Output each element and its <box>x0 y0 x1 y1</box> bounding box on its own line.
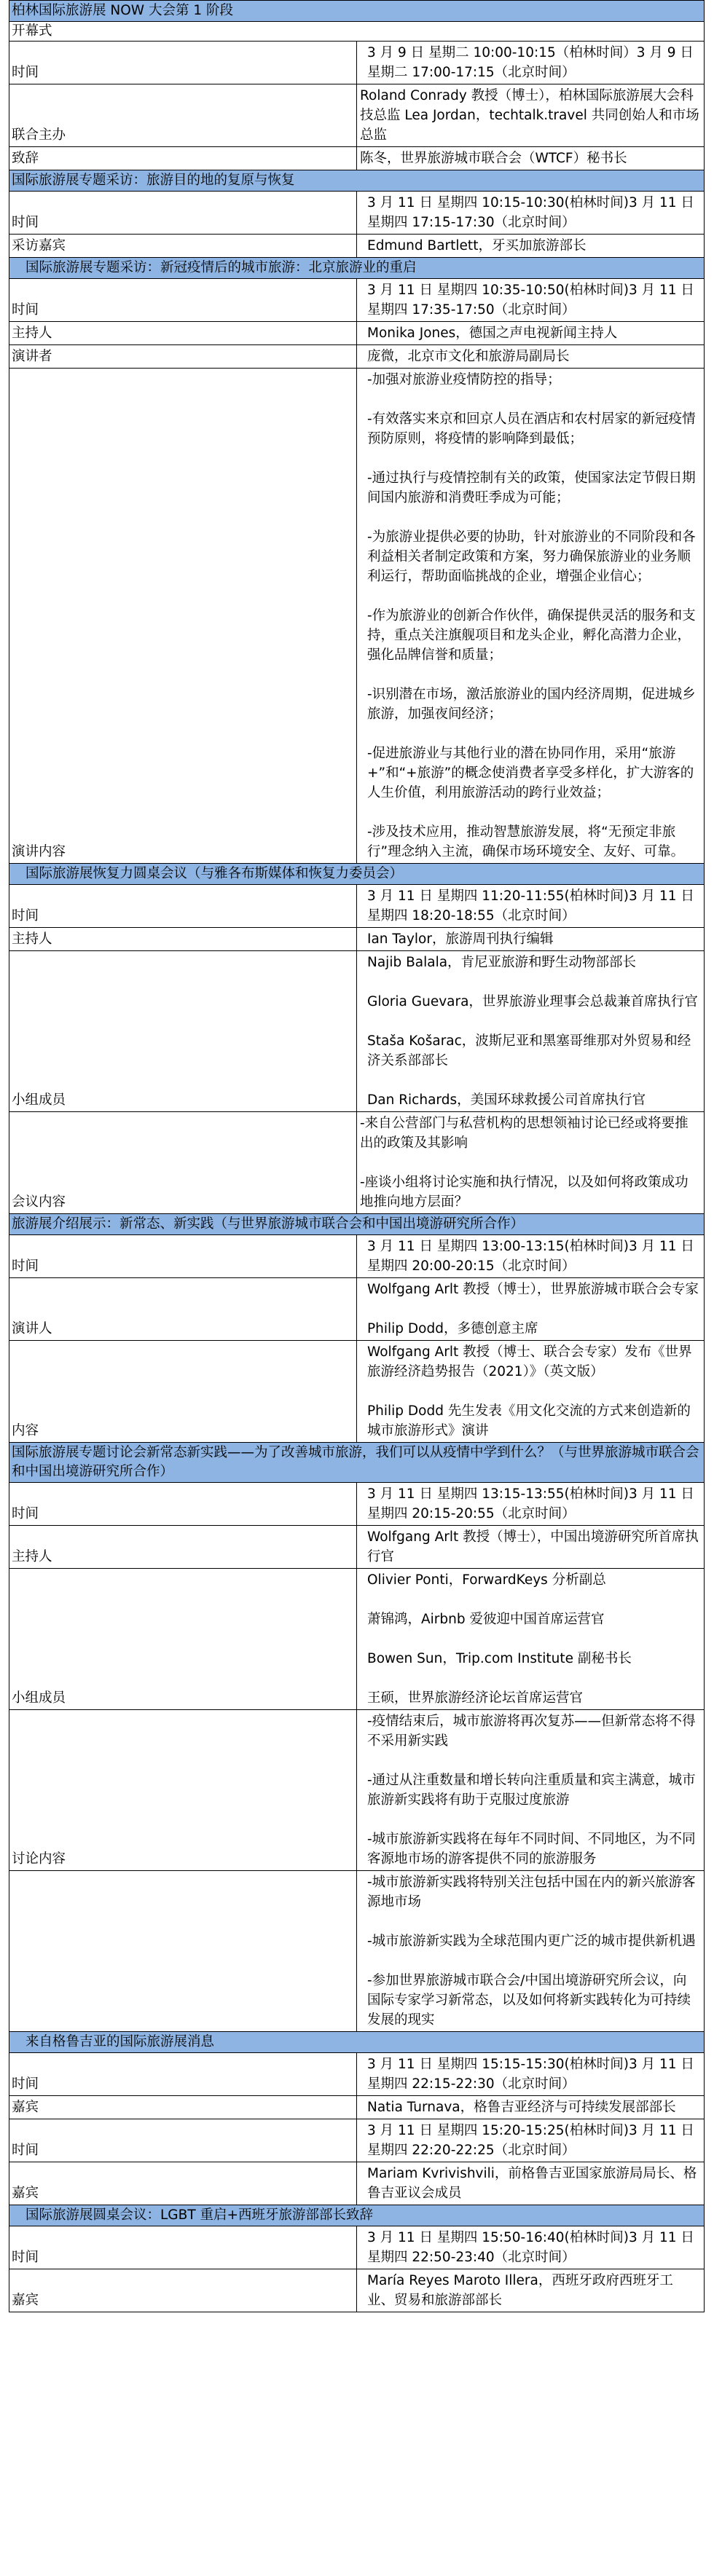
row-label: 小组成员 <box>9 1569 357 1710</box>
row-label: 时间 <box>9 885 357 928</box>
row-content <box>357 2226 705 2269</box>
table-row <box>9 2226 705 2269</box>
row-content <box>357 322 705 345</box>
content-paragraph: 3 月 9 日 星期二 10:00-10:15（柏林时间）3 月 9 日 星期二 17:00-17:15（北京时间） <box>367 45 694 80</box>
agenda-body <box>9 1 705 2312</box>
table-row <box>9 1278 705 1341</box>
row-content <box>357 1235 705 1278</box>
content-paragraph: Monika Jones，德国之声电视新闻主持人 <box>367 326 618 341</box>
content-paragraph: Wolfgang Arlt 教授（博士、联合会专家）发布《世界旅游经济趋势报告（2021）》（英文版） <box>367 1344 692 1379</box>
row-label: 会议内容 <box>9 1112 357 1214</box>
content-paragraph: 陈冬，世界旅游城市联合会（WTCF）秘书长 <box>360 151 627 166</box>
table-row <box>9 1710 705 1871</box>
row-label: 时间 <box>9 2226 357 2269</box>
row-label: 时间 <box>9 192 357 235</box>
row-content <box>357 235 705 258</box>
content-paragraph: Edmund Bartlett，牙买加旅游部长 <box>367 238 586 253</box>
section-subtitle: 开幕式 <box>9 22 705 42</box>
content-paragraph: Dan Richards，美国环球救援公司首席执行官 <box>367 1092 646 1108</box>
row-content <box>357 1871 705 2032</box>
section-header-row <box>9 2032 705 2053</box>
table-row <box>9 279 705 322</box>
row-label: 时间 <box>9 42 357 84</box>
content-paragraph: -识别潜在市场，激活旅游业的国内经济周期，促进城乡旅游，加强夜间经济； <box>367 687 696 722</box>
row-content <box>357 147 705 170</box>
content-paragraph: -城市旅游新实践为全球范围内更广泛的城市提供新机遇 <box>367 1934 696 1949</box>
agenda-table <box>9 0 705 2312</box>
section-title: 国际旅游展专题采访：旅游目的地的复原与恢复 <box>9 170 705 192</box>
section-subtitle-row <box>9 22 705 42</box>
section-header-row <box>9 258 705 279</box>
row-label: 主持人 <box>9 928 357 951</box>
table-row <box>9 369 705 864</box>
content-paragraph: Natia Turnava，格鲁吉亚经济与可持续发展部部长 <box>367 2100 676 2115</box>
content-paragraph: 3 月 11 日 星期四 13:00-13:15(柏林时间)3 月 11 日 星期四 20:00-20:15（北京时间） <box>367 1239 694 1274</box>
row-label: 演讲内容 <box>9 369 357 864</box>
row-label: 主持人 <box>9 1526 357 1569</box>
section-header-row <box>9 1 705 22</box>
content-paragraph: -通过执行与疫情控制有关的政策，使国家法定节假日期间国内旅游和消费旺季成为可能； <box>367 470 696 505</box>
table-row <box>9 885 705 928</box>
table-row <box>9 951 705 1112</box>
section-header-row <box>9 170 705 192</box>
row-content <box>357 2162 705 2205</box>
row-content <box>357 885 705 928</box>
row-content <box>357 951 705 1112</box>
content-paragraph: Ian Taylor，旅游周刊执行编辑 <box>367 931 554 947</box>
content-paragraph: María Reyes Maroto Illera，西班牙政府西班牙工业、贸易和旅游部部长 <box>367 2273 673 2308</box>
row-label: 演讲者 <box>9 345 357 369</box>
row-label: 嘉宾 <box>9 2096 357 2119</box>
section-title: 来自格鲁吉亚的国际旅游展消息 <box>9 2032 705 2053</box>
content-paragraph: 庞微，北京市文化和旅游局副局长 <box>367 349 570 364</box>
row-label: 主持人 <box>9 322 357 345</box>
content-paragraph: -作为旅游业的创新合作伙伴，确保提供灵活的服务和支持，重点关注旗舰项目和龙头企业，孵化高潜力企业，强化品牌信誉和质量； <box>367 608 696 663</box>
row-label: 时间 <box>9 1235 357 1278</box>
row-content <box>357 369 705 864</box>
content-paragraph: -促进旅游业与其他行业的潜在协同作用，采用“旅游+”和“+旅游”的概念使消费者享受多样化，扩大游客的人生价值，利用旅游活动的跨行业效益； <box>367 746 694 800</box>
content-paragraph: -座谈小组将讨论实施和执行情况，以及如何将政策成功地推向地方层面？ <box>360 1175 688 1210</box>
row-content <box>357 279 705 322</box>
content-paragraph: -参加世界旅游城市联合会/中国出境游研究所会议，向国际专家学习新常态，以及如何将新实践转化为可持续发展的现实 <box>367 1973 691 2028</box>
table-row <box>9 2053 705 2096</box>
section-title: 国际旅游展专题讨论会新常态新实践——为了改善城市旅游，我们可以从疫情中学到什么？（与世界旅游城市联合会和中国出境游研究所合作） <box>9 1443 705 1483</box>
row-label: 联合主办 <box>9 84 357 147</box>
row-label: 嘉宾 <box>9 2269 357 2312</box>
row-content <box>357 928 705 951</box>
content-paragraph: 3 月 11 日 星期四 15:15-15:30(柏林时间)3 月 11 日 星期四 22:15-22:30（北京时间） <box>367 2057 694 2092</box>
table-row <box>9 928 705 951</box>
row-label: 致辞 <box>9 147 357 170</box>
table-row <box>9 2119 705 2162</box>
table-row <box>9 2162 705 2205</box>
section-title: 旅游展介绍展示：新常态、新实践（与世界旅游城市联合会和中国出境游研究所合作） <box>9 1214 705 1235</box>
row-label: 时间 <box>9 2053 357 2096</box>
section-title: 国际旅游展恢复力圆桌会议（与雅各布斯媒体和恢复力委员会） <box>9 864 705 885</box>
row-label: 小组成员 <box>9 951 357 1112</box>
table-row <box>9 1526 705 1569</box>
row-label: 时间 <box>9 279 357 322</box>
content-paragraph: 3 月 11 日 星期四 15:50-16:40(柏林时间)3 月 11 日 星期四 22:50-23:40（北京时间） <box>367 2230 694 2265</box>
content-paragraph: Wolfgang Arlt 教授（博士），世界旅游城市联合会专家 <box>367 1282 699 1297</box>
content-paragraph: Najib Balala，肯尼亚旅游和野生动物部部长 <box>367 955 637 970</box>
row-content <box>357 42 705 84</box>
table-row <box>9 1235 705 1278</box>
section-header-row <box>9 864 705 885</box>
content-paragraph: -为旅游业提供必要的协助，针对旅游业的不同阶段和各利益相关者制定政策和方案，努力确保旅游业的业务顺利运行，帮助面临挑战的企业，增强企业信心； <box>367 529 696 584</box>
table-row <box>9 322 705 345</box>
content-paragraph: Philip Dodd，多德创意主席 <box>367 1321 538 1336</box>
content-paragraph: -通过从注重数量和增长转向注重质量和宾主满意，城市旅游新实践将有助于克服过度旅游 <box>367 1773 696 1808</box>
table-row <box>9 2096 705 2119</box>
row-content <box>357 2096 705 2119</box>
table-row <box>9 1871 705 2032</box>
table-row <box>9 2269 705 2312</box>
table-row <box>9 345 705 369</box>
row-content <box>357 1710 705 1871</box>
section-title: 柏林国际旅游展 NOW 大会第 1 阶段 <box>9 1 705 22</box>
row-label: 时间 <box>9 1483 357 1526</box>
row-content <box>357 345 705 369</box>
row-content <box>357 1112 705 1214</box>
table-row <box>9 1483 705 1526</box>
row-label <box>9 1871 357 2032</box>
content-paragraph: -疫情结束后，城市旅游将再次复苏——但新常态将不得不采用新实践 <box>367 1714 696 1749</box>
table-row <box>9 147 705 170</box>
content-paragraph: 萧锦鸿，Airbnb 爱彼迎中国首席运营官 <box>367 1612 605 1627</box>
row-content <box>357 2053 705 2096</box>
table-row <box>9 84 705 147</box>
content-paragraph: -加强对旅游业疫情防控的指导； <box>367 372 561 387</box>
content-paragraph: Gloria Guevara，世界旅游业理事会总裁兼首席执行官 <box>367 994 698 1009</box>
row-label: 时间 <box>9 2119 357 2162</box>
row-label: 嘉宾 <box>9 2162 357 2205</box>
content-paragraph: 3 月 11 日 星期四 10:35-10:50(柏林时间)3 月 11 日 星期四 17:35-17:50（北京时间） <box>367 283 694 318</box>
content-paragraph: 3 月 11 日 星期四 10:15-10:30(柏林时间)3 月 11 日 星期四 17:15-17:30（北京时间） <box>367 195 694 230</box>
content-paragraph: 3 月 11 日 星期四 13:15-13:55(柏林时间)3 月 11 日 星期四 20:15-20:55（北京时间） <box>367 1486 694 1521</box>
content-paragraph: 3 月 11 日 星期四 11:20-11:55(柏林时间)3 月 11 日 星期四 18:20-18:55（北京时间） <box>367 889 694 923</box>
table-row <box>9 42 705 84</box>
content-paragraph: 王硕，世界旅游经济论坛首席运营官 <box>367 1690 584 1706</box>
content-paragraph: Wolfgang Arlt 教授（博士），中国出境游研究所首席执行官 <box>367 1529 699 1564</box>
row-content <box>357 1341 705 1443</box>
table-row <box>9 1569 705 1710</box>
row-label: 内容 <box>9 1341 357 1443</box>
row-label: 讨论内容 <box>9 1710 357 1871</box>
table-row <box>9 235 705 258</box>
section-title: 国际旅游展圆桌会议：LGBT 重启+西班牙旅游部部长致辞 <box>9 2205 705 2226</box>
row-content <box>357 2269 705 2312</box>
content-paragraph: Staša Košarac，波斯尼亚和黑塞哥维那对外贸易和经济关系部部长 <box>367 1033 691 1068</box>
table-row <box>9 1341 705 1443</box>
row-label: 演讲人 <box>9 1278 357 1341</box>
row-content <box>357 192 705 235</box>
row-content <box>357 84 705 147</box>
content-paragraph: Bowen Sun，Trip.com Institute 副秘书长 <box>367 1651 632 1666</box>
section-title: 国际旅游展专题采访：新冠疫情后的城市旅游：北京旅游业的重启 <box>9 258 705 279</box>
row-content <box>357 1569 705 1710</box>
row-content <box>357 1483 705 1526</box>
content-paragraph: Olivier Ponti，ForwardKeys 分析副总 <box>367 1572 606 1588</box>
table-row <box>9 1112 705 1214</box>
section-header-row <box>9 1443 705 1483</box>
content-paragraph: 3 月 11 日 星期四 15:20-15:25(柏林时间)3 月 11 日 星期四 22:20-22:25（北京时间） <box>367 2123 694 2158</box>
content-paragraph: Philip Dodd 先生发表《用文化交流的方式来创造新的城市旅游形式》演讲 <box>367 1403 691 1438</box>
content-paragraph: -涉及技术应用，推动智慧旅游发展，将“无预定非旅行”理念纳入主流，确保市场环境安全、友好、可靠。 <box>367 824 685 859</box>
content-paragraph: -城市旅游新实践将特别关注包括中国在内的新兴旅游客源地市场 <box>367 1875 696 1910</box>
section-header-row <box>9 1214 705 1235</box>
content-paragraph: Roland Conrady 教授（博士），柏林国际旅游展大会科技总监 Lea Jordan，techtalk.travel 共同创始人和市场总监 <box>360 88 699 143</box>
row-label: 采访嘉宾 <box>9 235 357 258</box>
row-content <box>357 2119 705 2162</box>
content-paragraph: -城市旅游新实践将在每年不同时间、不同地区，为不同客源地市场的游客提供不同的旅游服务 <box>367 1832 696 1867</box>
content-paragraph: -有效落实来京和回京人员在酒店和农村居家的新冠疫情预防原则，将疫情的影响降到最低； <box>367 411 696 446</box>
section-header-row <box>9 2205 705 2226</box>
row-content <box>357 1526 705 1569</box>
content-paragraph: Mariam Kvrivishvili，前格鲁吉亚国家旅游局局长、格鲁吉亚议会成员 <box>367 2166 697 2201</box>
content-paragraph: -来自公营部门与私营机构的思想领袖讨论已经或将要推出的政策及其影响 <box>360 1116 688 1151</box>
table-row <box>9 192 705 235</box>
row-content <box>357 1278 705 1341</box>
